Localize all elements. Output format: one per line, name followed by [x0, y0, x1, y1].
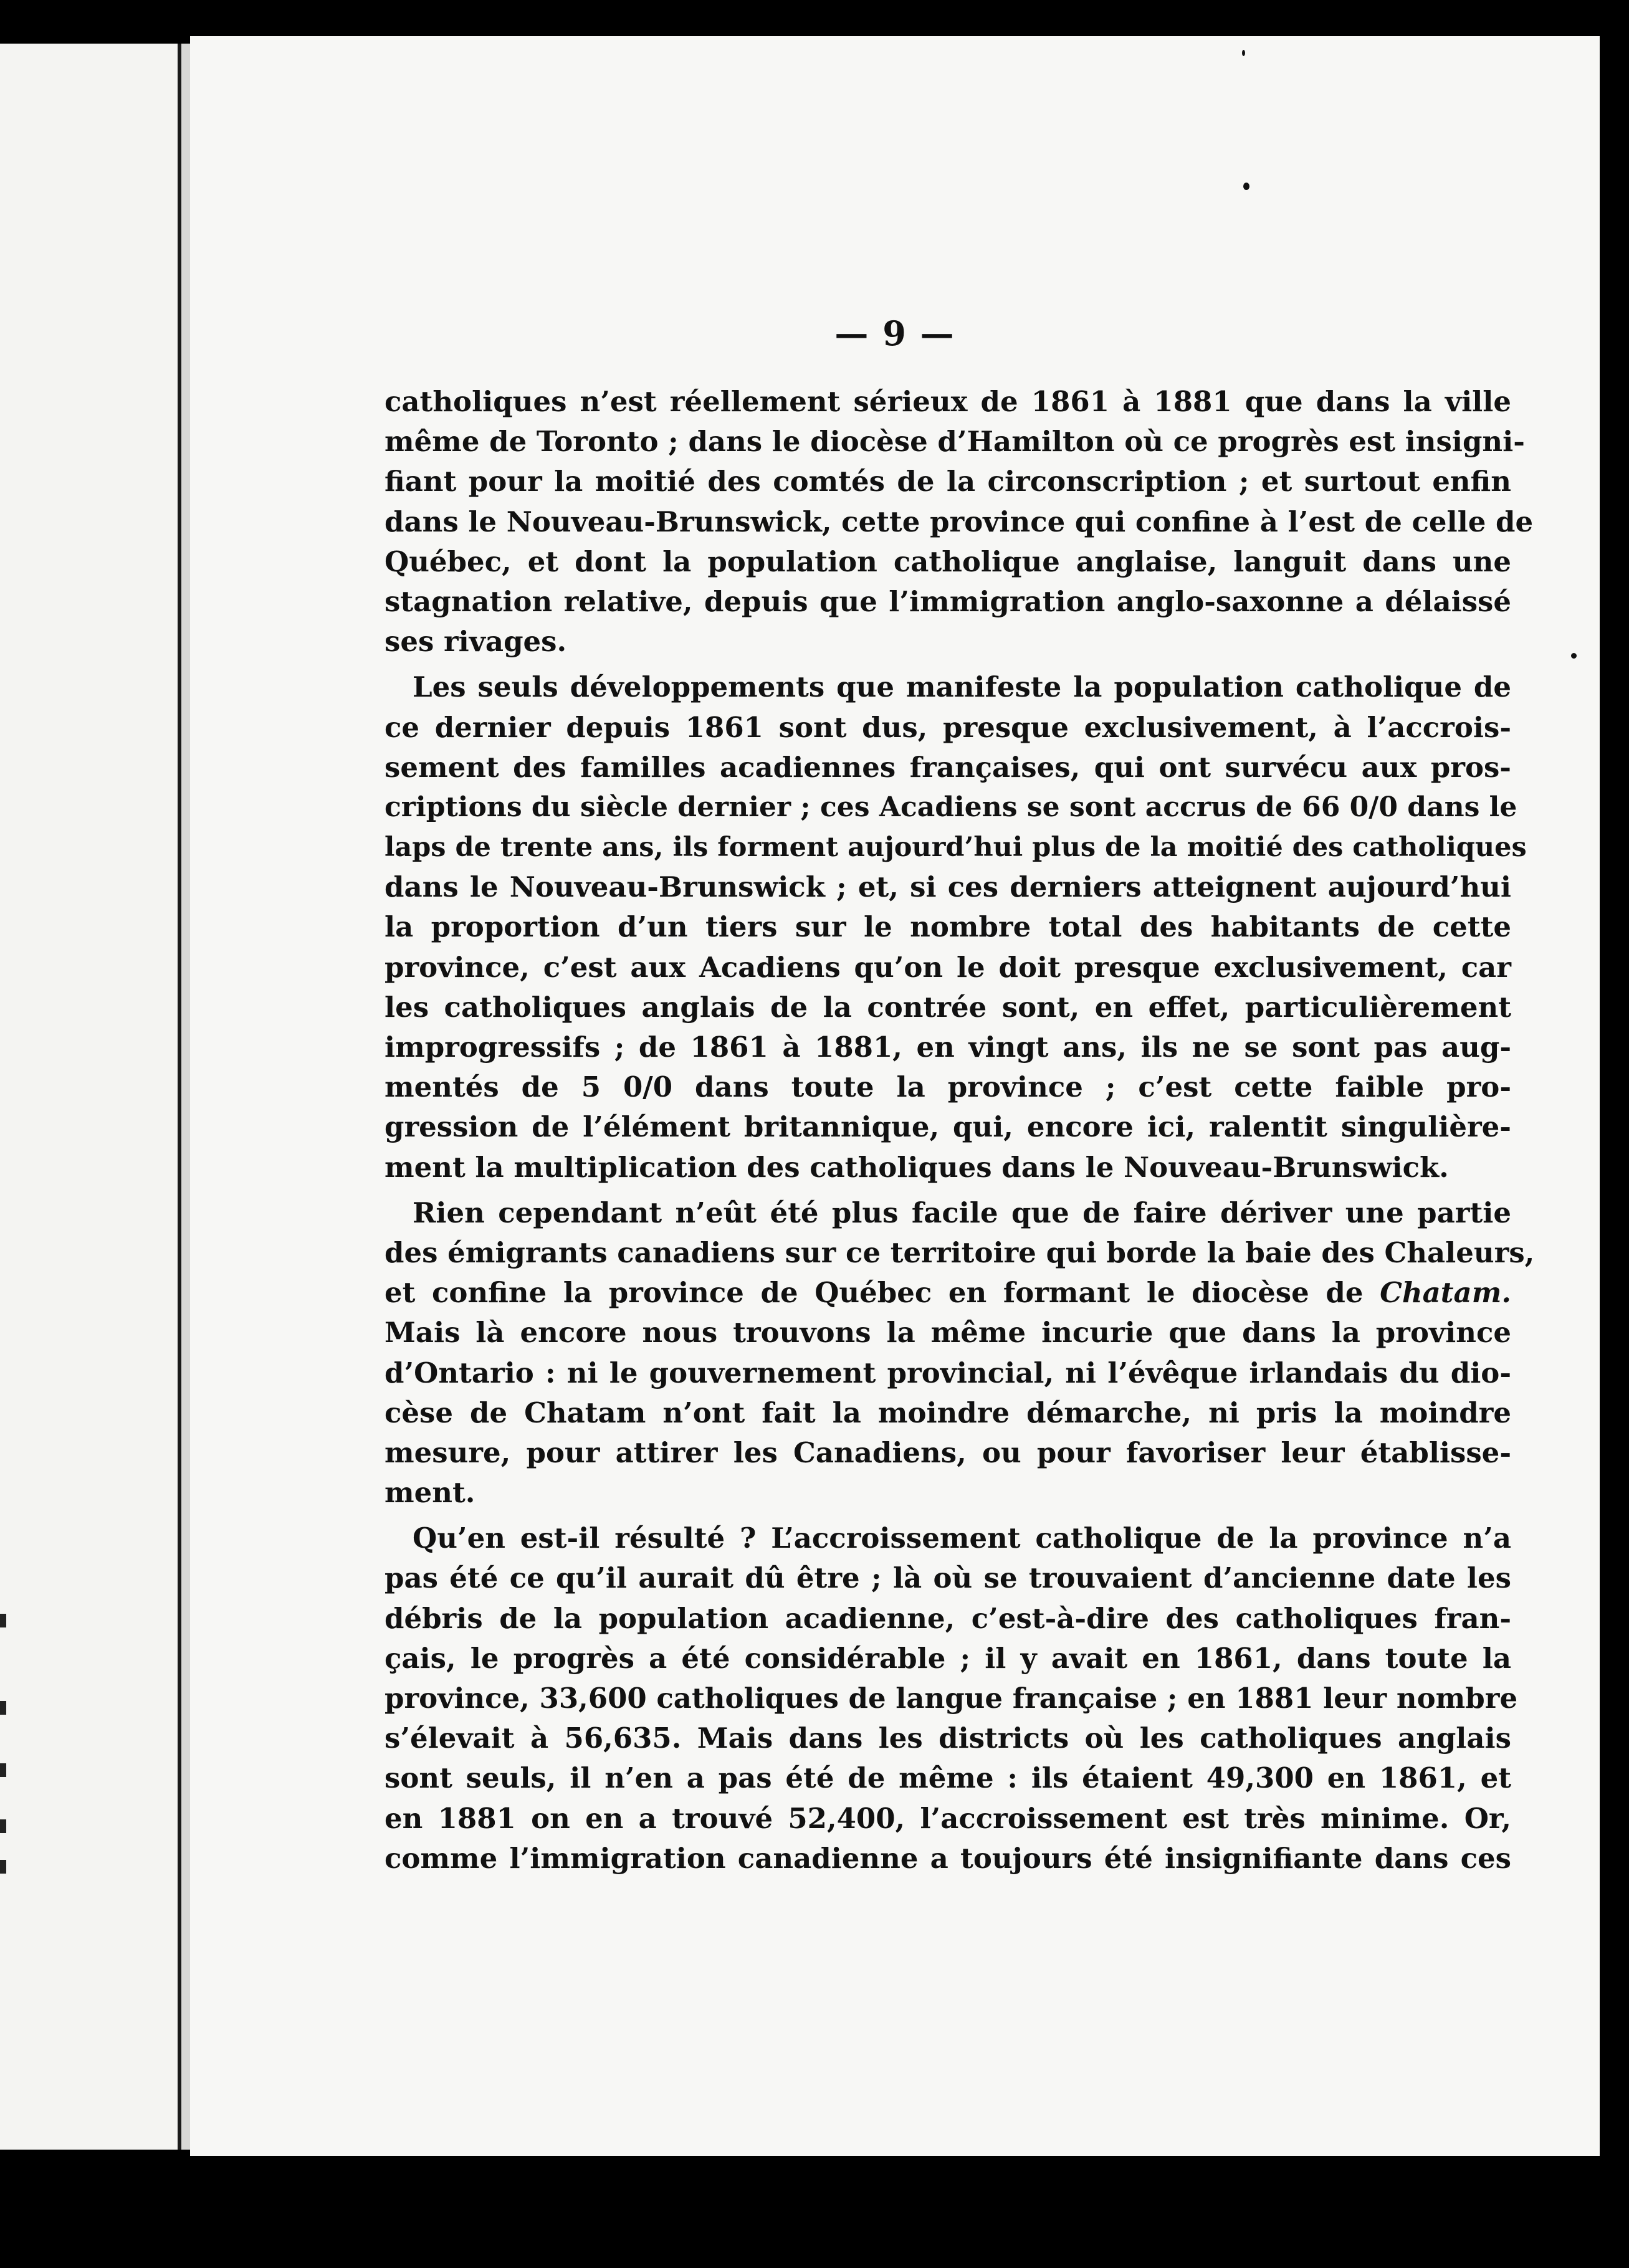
text-line: dans le Nouveau-Brunswick ; et, si ces derniers atteignent aujourd’hui: [385, 870, 1511, 904]
page-number: — 9 —: [834, 313, 955, 353]
text-line: ses rivages.: [385, 625, 567, 659]
text-line: çais, le progrès a été considérable ; il y avait en 1861, dans toute la: [385, 1641, 1511, 1675]
text-line: ment la multiplication des catholiques dans le Nouveau-Brunswick.: [385, 1150, 1449, 1184]
text-line: province, 33,600 catholiques de langue française ; en 1881 leur nombre: [385, 1682, 1518, 1715]
text-line: fiant pour la moitié des comtés de la circonscription ; et surtout enfin: [385, 465, 1511, 498]
text-line: dans le Nouveau-Brunswick, cette province qui confine à l’est de celle de: [385, 505, 1534, 538]
text-line: la proportion d’un tiers sur le nombre total des habitants de cette: [385, 910, 1511, 944]
text-line: catholiques n’est réellement sérieux de 1861 à 1881 que dans la ville: [385, 385, 1511, 418]
text-line: criptions du siècle dernier ; ces Acadiens se sont accrus de 66 0/0 dans le: [385, 791, 1517, 823]
text-line: stagnation relative, depuis que l’immigration anglo-saxonne a délaissé: [385, 584, 1511, 618]
text-line: improgressifs ; de 1861 à 1881, en vingt ans, ils ne se sont pas aug-: [385, 1031, 1511, 1064]
text-line: comme l’immigration canadienne a toujours été insignifiante dans ces: [385, 1841, 1511, 1875]
text-line: Mais là encore nous trouvons la même incurie que dans la province: [385, 1316, 1511, 1350]
margin-mark: [0, 1819, 6, 1833]
text-line: sont seuls, il n’en a pas été de même : ils étaient 49,300 en 1861, et: [385, 1761, 1511, 1795]
page: [190, 36, 1600, 2156]
text-line: Québec, et dont la population catholique anglaise, languit dans une: [385, 545, 1511, 578]
text-line: d’Ontario : ni le gouvernement provincial, ni l’évêque irlandais du dio-: [385, 1356, 1511, 1389]
margin-mark: [0, 1860, 6, 1874]
text-line: mentés de 5 0/0 dans toute la province ; c’est cette faible pro-: [385, 1070, 1511, 1104]
text-line: laps de trente ans, ils forment aujourd’hui plus de la moitié des catholiques: [385, 832, 1527, 864]
margin-mark: [0, 1701, 6, 1715]
facing-page-edge: [0, 44, 181, 2150]
text-line: ment.: [385, 1476, 475, 1510]
text-line: pas été ce qu’il aurait dû être ; là où se trouvaient d’ancienne date les: [385, 1561, 1511, 1595]
ink-speck: [1242, 50, 1245, 56]
text-line: Qu’en est-il résulté ? L’accroissement catholique de la province n’a: [413, 1522, 1511, 1555]
text-line: cèse de Chatam n’ont fait la moindre démarche, ni pris la moindre: [385, 1396, 1511, 1429]
text-line: ce dernier depuis 1861 sont dus, presque exclusivement, à l’accrois-: [385, 710, 1511, 744]
body-text: [385, 382, 1535, 1879]
text-line: en 1881 on en a trouvé 52,400, l’accroissement est très minime. Or,: [385, 1801, 1511, 1835]
ink-speck: [1571, 653, 1577, 659]
paragraph-4: [385, 1518, 1518, 1879]
book-gutter: [181, 44, 190, 2150]
text-line: gression de l’élément britannique, qui, encore ici, ralentit singulière-: [385, 1110, 1511, 1144]
text-line: Rien cependant n’eût été plus facile que de faire dériver une partie: [413, 1196, 1511, 1229]
text-line: Les seuls développements que manifeste la population catholique de: [413, 670, 1511, 704]
text-line: province, c’est aux Acadiens qu’on le doit presque exclusivement, car: [385, 950, 1511, 984]
paragraph-1: [385, 382, 1534, 662]
paragraph-2: [385, 667, 1527, 1187]
margin-mark: [0, 1614, 6, 1627]
text-line: les catholiques anglais de la contrée sont, en effet, particulièrement: [385, 990, 1511, 1024]
text-line: sement des familles acadiennes françaises, qui ont survécu aux pros-: [385, 750, 1511, 784]
text-line: mesure, pour attirer les Canadiens, ou pour favoriser leur établisse-: [385, 1436, 1511, 1469]
text-line: et confine la province de Québec en formant le diocèse de Chatam.: [385, 1276, 1511, 1310]
margin-mark: [0, 1763, 6, 1777]
text-line: des émigrants canadiens sur ce territoire qui borde la baie des Chaleurs,: [385, 1236, 1535, 1269]
text-line: s’élevait à 56,635. Mais dans les districts où les catholiques anglais: [385, 1722, 1511, 1755]
ink-speck: [1243, 183, 1249, 190]
text-line: même de Toronto ; dans le diocèse d’Hamilton où ce progrès est insigni-: [385, 425, 1525, 459]
paragraph-3: [385, 1193, 1535, 1513]
text-line: débris de la population acadienne, c’est-à-dire des catholiques fran-: [385, 1601, 1511, 1635]
